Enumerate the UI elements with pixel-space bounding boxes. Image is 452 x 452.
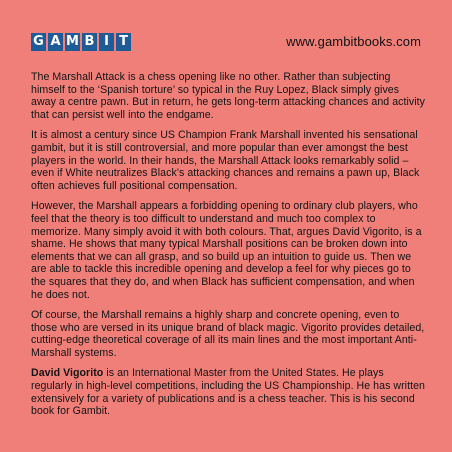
blurb-paragraph: It is almost a century since US Champion Frank Marshall invented his sensational gambit, but it is still controversial, and more popular than ever amongst the best players in the world. In their hands, the Marshall Attack looks remarkably solid – even if White neutralizes Black’s attacking chances and remains a pawn up, Black often achieves full positional compensation. (31, 129, 420, 192)
logo-letter: T (116, 33, 131, 51)
logo-letter: M (66, 34, 79, 49)
logo-letter: B (82, 33, 97, 51)
blurb (31, 71, 425, 426)
website-url: www.gambitbooks.com (286, 34, 421, 49)
gambit-logo (31, 33, 131, 51)
blurb-paragraph: However, the Marshall appears a forbidding opening to ordinary club players, who feel that the theory is too difficult to understand and much too complex to memorize. Many simply avoid it with both colours. That, argues David Vigorito, is a shame. He shows that many typical Marshall positions can be broken down into elements that we can all grasp, and so build up an intuition to guide us. Then we are able to tackle this incredible opening and develop a feel for why pieces go to the squares that they do, and when Black has sufficient compensation, and when he does not. (31, 200, 422, 301)
blurb-paragraph: Of course, the Marshall remains a highly sharp and concrete opening, even to those who are versed in its unique brand of black magic. Vigorito provides detailed, cutting-edge theoretical coverage of all its main lines and the most important Anti-Marshall systems. (31, 309, 425, 359)
logo-letter: I (99, 33, 114, 51)
logo-letter: A (48, 33, 63, 51)
author-bio-text: is an International Master from the United States. He plays regularly in high-level competitions, including the US Championship. He has written extensively for a variety of publications and is a chess teacher. This is his second book for Gambit. (31, 367, 425, 418)
header (31, 33, 421, 51)
logo-letter: G (31, 33, 46, 51)
author-name: David Vigorito (31, 367, 104, 380)
author-bio (31, 367, 425, 417)
blurb-paragraph: The Marshall Attack is a chess opening like no other. Rather than subjecting himself to the ‘Spanish torture’ so typical in the Ruy Lopez, Black simply gives away a centre pawn. But in return, he gets long-term attacking chances and activity that can persist well into the endgame. (31, 71, 425, 121)
